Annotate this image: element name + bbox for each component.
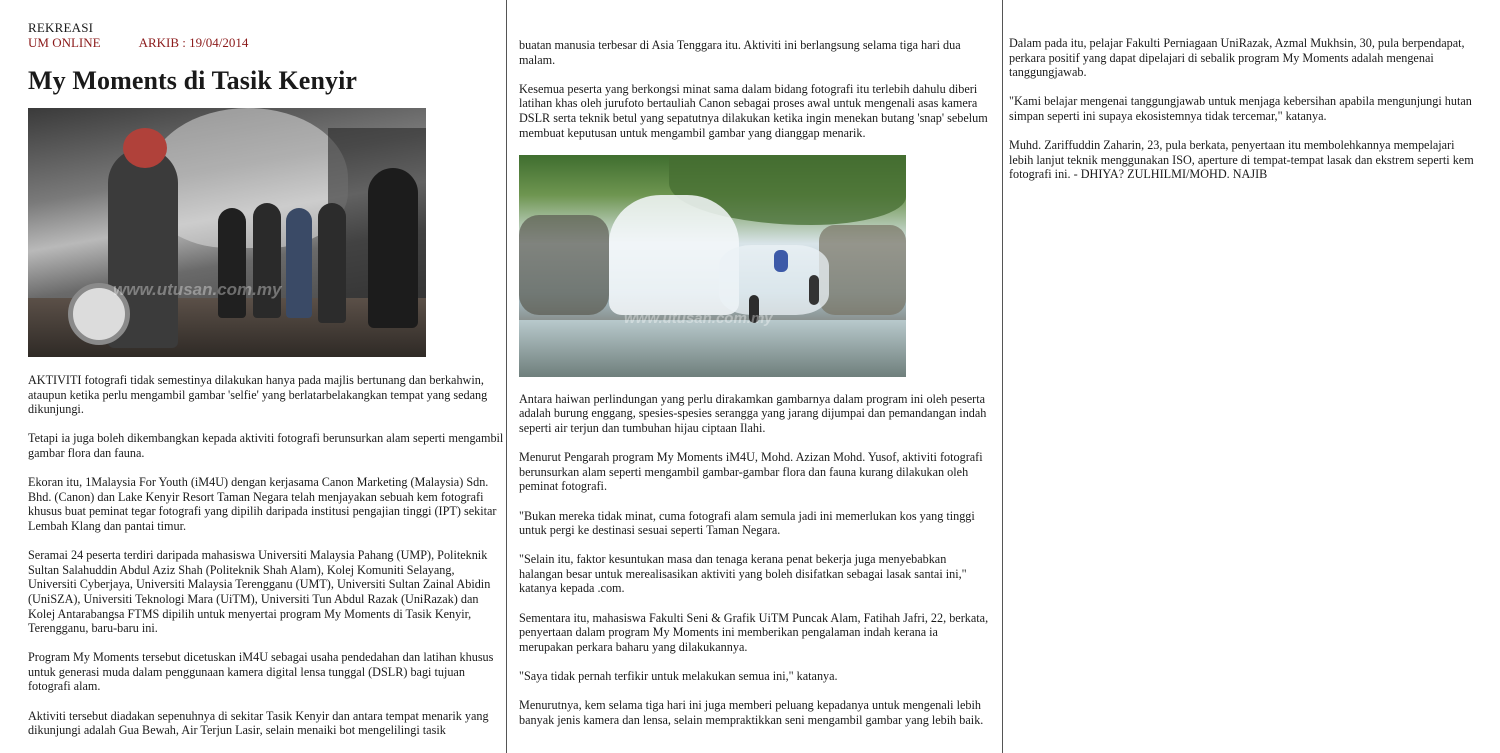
paragraph: "Selain itu, faktor kesuntukan masa dan tenaga kerana penat bekerja juga menyebabkan halangan besar untuk merealisasikan aktiviti yang boleh disifatkan sebagai lasak santai ini," katanya kepada .com. (519, 552, 967, 596)
paragraph: Antara haiwan perlindungan yang perlu dirakamkan gambarnya dalam program ini oleh peserta adalah burung enggang, spesies-spesies serangga yang jarang dijumpai dan pemandangan indah seperti air terjun dan tumbuhan hijau ciptaan Ilahi. (519, 391, 987, 435)
paragraph: Seramai 24 peserta terdiri daripada mahasiswa Universiti Malaysia Pahang (UMP), Politeknik Sultan Salahuddin Abdul Aziz Shah (Politeknik Shah Alam), Kolej Komuniti Selayang, Universiti Cyberjaya, Universiti Malaysia Terengganu (UMT), Universiti Sultan Zainal Abidin (UniSZA), Universiti Teknologi Mara (UiTM), Universiti Tun Abdul Razak (UniRazak) dan Kolej Antarabangsa FTMS dipilih untuk menyertai program My Moments di Tasik Kenyir, Terengganu, baru-baru ini. (28, 548, 491, 636)
paragraph: Sementara itu, mahasiswa Fakulti Seni & Grafik UiTM Puncak Alam, Fatihah Jafri, 22, berkata, penyertaan dalam program My Moments ini memberikan pengalaman indah kerana ia merupakan perkara baharu yang dilakukannya. (519, 610, 989, 654)
source-label: UM ONLINE (28, 35, 101, 50)
article-column-2 (507, 0, 1002, 753)
article-title: My Moments di Tasik Kenyir (28, 66, 358, 95)
paragraph: "Bukan mereka tidak minat, cuma fotografi alam semula jadi ini memerlukan kos yang tinggi untuk pergi ke destinasi sesuai seperti Taman Negara. (519, 508, 975, 538)
article-column-1 (0, 0, 506, 753)
article-column-3 (1003, 0, 1500, 753)
paragraph: Aktiviti tersebut diadakan sepenuhnya di sekitar Tasik Kenyir dan antara tempat menarik yang dikunjungi adalah Gua Bewah, Air Terjun Lasir, selain menaiki bot mengelilingi tasik (28, 708, 489, 738)
article-photo-waterfall (519, 155, 906, 377)
photo-watermark: www.utusan.com.my (624, 309, 773, 327)
section-label: REKREASI (28, 20, 94, 35)
archive-date: ARKIB : 19/04/2014 (138, 35, 249, 50)
paragraph: Kesemua peserta yang berkongsi minat sama dalam bidang fotografi itu terlebih dahulu diberi latihan khas oleh jurufoto bertauliah Canon sebagai proses awal untuk mengenali asas kamera DSLR serta teknik betul yang sepatutnya dilakukan ketika ingin menekan butang 'snap' sebelum membuat keputusan untuk mengambil gambar yang dianggap menarik. (519, 81, 988, 140)
paragraph: Ekoran itu, 1Malaysia For Youth (iM4U) dengan kerjasama Canon Marketing (Malaysia) Sdn. Bhd. (Canon) dan Lake Kenyir Resort Taman Negara telah menjayakan sebuah kem fotografi khusus buat peminat tegar fotografi yang dipilih daripada institusi pengajian tinggi (IPT) sekitar Lembah Klang dan pantai timur. (28, 475, 497, 533)
paragraph: Tetapi ia juga boleh dikembangkan kepada aktiviti fotografi berunsurkan alam seperti mengambil gambar flora dan fauna. (28, 431, 504, 460)
paragraph: buatan manusia terbesar di Asia Tenggara itu. Aktiviti ini berlangsung selama tiga hari dua malam. (519, 38, 961, 67)
paragraph: "Saya tidak pernah terfikir untuk melakukan semua ini," katanya. (519, 669, 838, 684)
paragraph: Muhd. Zariffuddin Zaharin, 23, pula berkata, penyertaan itu membolehkannya mempelajari lebih lanjut teknik menggunakan ISO, aperture di tempat-tempat lasak dan ekstrem seperti kem fotografi ini. - DHIYA? ZULHILMI/MOHD. NAJIB (1009, 138, 1474, 182)
paragraph: Dalam pada itu, pelajar Fakulti Perniagaan UniRazak, Azmal Mukhsin, 30, pula berpendapat, perkara positif yang dapat dipelajari di sebalik program My Moments adalah mengenai tanggungjawab. (1009, 36, 1465, 80)
article-meta (28, 35, 506, 50)
paragraph: "Kami belajar mengenai tanggungjawab untuk menjaga kebersihan apabila mengunjungi hutan simpan seperti ini supaya ekosistemnya tidak tercemar," katanya. (1009, 94, 1472, 123)
paragraph: Menurut Pengarah program My Moments iM4U, Mohd. Azizan Mohd. Yusof, aktiviti fotografi berunsurkan alam seperti mengambil gambar-gambar flora dan fauna kurang dilakukan oleh peminat fotografi. (519, 450, 983, 494)
article-body-col1 (28, 373, 506, 738)
photo-watermark: www.utusan.com.my (113, 280, 282, 299)
paragraph: Program My Moments tersebut dicetuskan iM4U sebagai usaha pendedahan dan latihan khusus untuk generasi muda dalam penggunaan kamera digital lensa tunggal (DSLR) bagi tujuan fotografi alam. (28, 650, 494, 694)
paragraph: AKTIVITI fotografi tidak semestinya dilakukan hanya pada majlis bertunang dan berkahwin, ataupun ketika perlu mengambil gambar 'selfie' yang berlatarbelakangkan tempat yang sedang dikunjungi. (28, 373, 488, 417)
paragraph: Menurutnya, kem selama tiga hari ini juga memberi peluang kepadanya untuk mengenali lebih banyak jenis kamera dan lensa, selain mempraktikkan seni mengambil gambar yang lebih baik. (519, 698, 984, 727)
article-photo-caving-group (28, 108, 426, 357)
